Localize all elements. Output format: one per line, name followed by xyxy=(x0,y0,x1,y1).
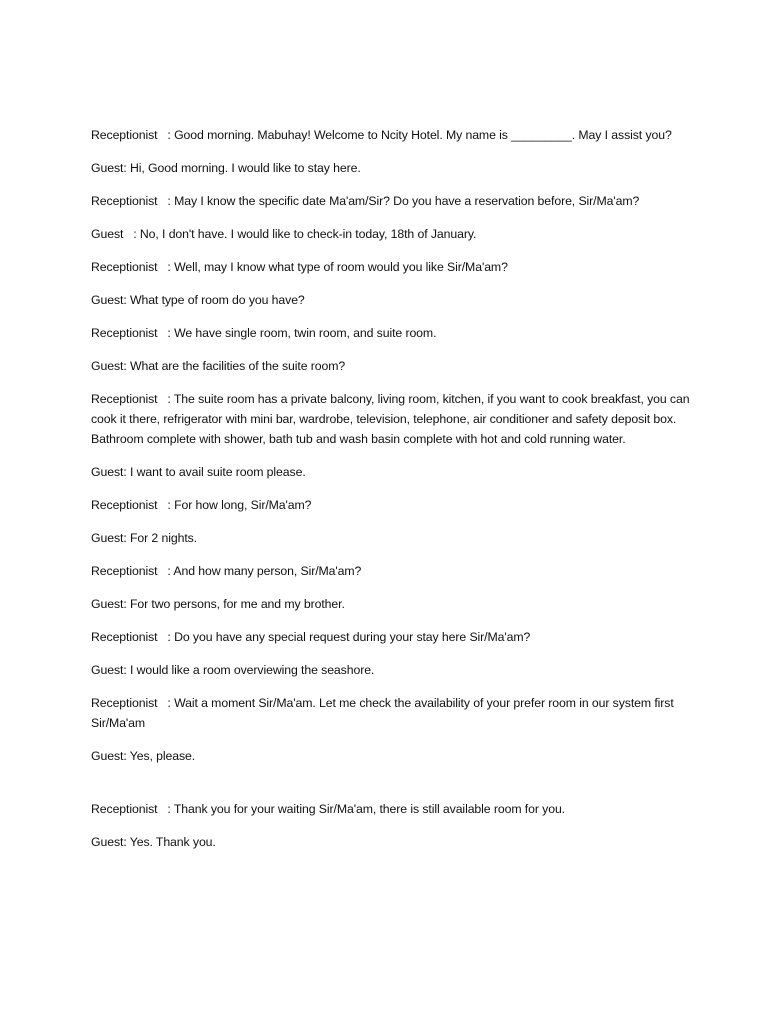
speaker-name: Receptionist xyxy=(91,128,158,142)
speaker-name: Guest xyxy=(91,359,124,373)
speaker-name: Guest xyxy=(91,531,124,545)
speaker-separator: : xyxy=(157,194,175,208)
dialogue-text: And how many person, Sir/Ma'am? xyxy=(173,564,362,578)
dialogue-text: I want to avail suite room please. xyxy=(129,465,306,479)
dialogue-line xyxy=(91,224,691,244)
dialogue-text: Thank you for your waiting Sir/Ma'am, there is still available room for you. xyxy=(173,802,566,816)
dialogue-line xyxy=(91,495,691,515)
speaker-name: Guest xyxy=(91,749,124,763)
speaker-separator: : xyxy=(157,630,175,644)
dialogue-line xyxy=(91,323,691,343)
speaker-separator: : xyxy=(157,696,175,710)
dialogue-text: The suite room has a private balcony, living room, kitchen, if you want to cook breakfast, you can cook it there, refrigerator with mini bar, wardrobe, television, telephone, air conditioner and safety deposit box. Bathroom complete with shower, bath tub and wash basin complete with hot and cold running water. xyxy=(91,392,690,446)
dialogue-line xyxy=(91,158,691,178)
dialogue-text: I would like a room overviewing the seashore. xyxy=(129,663,375,677)
speaker-name: Guest xyxy=(91,465,124,479)
speaker-separator: : xyxy=(123,293,130,307)
speaker-separator: : xyxy=(123,835,130,849)
speaker-separator: : xyxy=(123,227,140,241)
dialogue-text: Yes, please. xyxy=(129,749,196,763)
speaker-name: Receptionist xyxy=(91,392,158,406)
dialogue-line xyxy=(91,660,691,680)
speaker-name: Receptionist xyxy=(91,802,158,816)
dialogue-text: Hi, Good morning. I would like to stay here. xyxy=(129,161,361,175)
document-page xyxy=(91,125,691,865)
dialogue-line xyxy=(91,832,691,852)
dialogue-line xyxy=(91,125,691,145)
dialogue-text: For two persons, for me and my brother. xyxy=(129,597,345,611)
speaker-name: Receptionist xyxy=(91,326,158,340)
dialogue-line xyxy=(91,594,691,614)
speaker-name: Receptionist xyxy=(91,498,158,512)
dialogue-line xyxy=(91,746,691,766)
dialogue-text: What are the facilities of the suite room? xyxy=(129,359,346,373)
speaker-separator: : xyxy=(123,465,130,479)
speaker-separator: : xyxy=(157,564,174,578)
speaker-name: Guest xyxy=(91,161,124,175)
dialogue-text: Wait a moment Sir/Ma'am. Let me check the availability of your prefer room in our system first Sir/Ma'am xyxy=(91,696,674,730)
dialogue-text: Yes. Thank you. xyxy=(129,835,216,849)
speaker-name: Guest xyxy=(91,663,124,677)
dialogue-line xyxy=(91,290,691,310)
speaker-separator: : xyxy=(123,749,130,763)
dialogue-line xyxy=(91,561,691,581)
speaker-name: Guest xyxy=(91,597,124,611)
dialogue-line xyxy=(91,191,691,211)
dialogue-text: We have single room, twin room, and suite room. xyxy=(174,326,437,340)
speaker-name: Receptionist xyxy=(91,630,158,644)
speaker-name: Receptionist xyxy=(91,260,158,274)
dialogue-text: No, I don't have. I would like to check-in today, 18th of January. xyxy=(139,227,477,241)
speaker-separator: : xyxy=(157,326,175,340)
dialogue-text: What type of room do you have? xyxy=(129,293,305,307)
dialogue-line xyxy=(91,389,691,449)
speaker-separator: : xyxy=(157,802,174,816)
dialogue-text: For 2 nights. xyxy=(129,531,198,545)
dialogue-text: Do you have any special request during your stay here Sir/Ma'am? xyxy=(174,630,531,644)
dialogue-text: Well, may I know what type of room would you like Sir/Ma'am? xyxy=(174,260,508,274)
speaker-name: Guest xyxy=(91,293,124,307)
dialogue-line xyxy=(91,257,691,277)
speaker-name: Receptionist xyxy=(91,564,158,578)
speaker-separator: : xyxy=(123,597,130,611)
dialogue-text: Good morning. Mabuhay! Welcome to Ncity Hotel. My name is _________. May I assist you? xyxy=(174,128,672,142)
speaker-name: Receptionist xyxy=(91,194,158,208)
speaker-name: Receptionist xyxy=(91,696,158,710)
speaker-name: Guest xyxy=(91,227,124,241)
speaker-separator: : xyxy=(123,161,130,175)
speaker-separator: : xyxy=(123,663,130,677)
dialogue-line xyxy=(91,627,691,647)
speaker-name: Guest xyxy=(91,835,124,849)
dialogue-line xyxy=(91,356,691,376)
dialogue-text: May I know the specific date Ma'am/Sir? Do you have a reservation before, Sir/Ma'am? xyxy=(174,194,640,208)
speaker-separator: : xyxy=(157,498,175,512)
dialogue-line xyxy=(91,693,691,733)
speaker-separator: : xyxy=(157,260,175,274)
speaker-separator: : xyxy=(157,392,174,406)
dialogue-line xyxy=(91,799,691,819)
speaker-separator: : xyxy=(123,359,130,373)
dialogue-text: For how long, Sir/Ma'am? xyxy=(174,498,312,512)
speaker-separator: : xyxy=(123,531,130,545)
dialogue-line xyxy=(91,462,691,482)
speaker-separator: : xyxy=(157,128,175,142)
dialogue-line xyxy=(91,528,691,548)
